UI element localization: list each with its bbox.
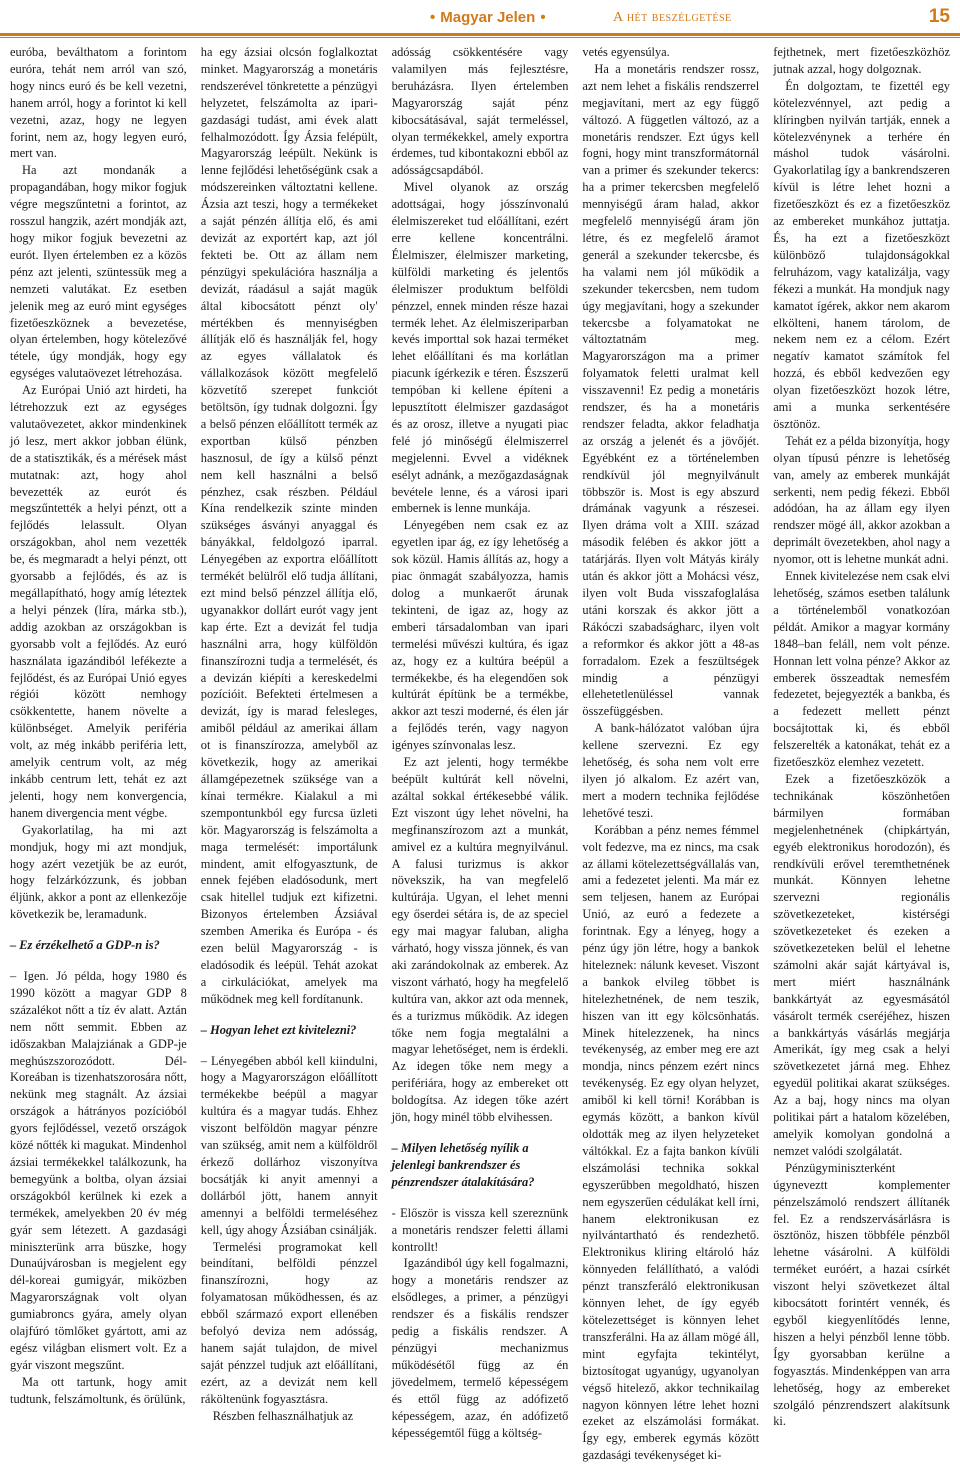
- article-paragraph: Ezek a fizetőeszközök a technikának köszönhetően bármilyen formában megjelenhetnének (chipkártyán, egyéb elektronikus horodozón), és rendkívüli erővel teremthetnének munkát. Könnyen lehetne szervezni regionális szövetkezeteket, kistérségi szövetkezeteket és ezeken a szövetkezeteken belül el lehetne számolni akár saját kártyával is, mert miért használnánk bankkártyát az egyesmásától vásárolt termék cseréjéhez, hiszen a bankkártyás vásárlás megjárja Amerikát, így meg csak a helyi szövetkezetet járná meg. Ehhez egyedül politikai akarat szükséges. Az a baj, hogy nincs ma olyan politikai párt a hatalom közelében, amelyik komolyan gondolná a nemzet valódi szolgálatát.: [773, 771, 950, 1158]
- article-paragraph: Pénzügyminiszterként úgyneveztt komplementer pénzelszámoló rendszert állítanék fel. Ez a rendszervásárlásra is ösztönöz, hiszen többféle pénzből lehetne vásárolni. A külföldi terméket euróért, a hazai csírkét viszont helyi szövetkezet által kibocsátott forintért vennék, és egyből kiegyenlítődés lenne, hiszen a helyi pénzből lenne több. Így gyorsabban kerülne a fogyasztás. Mindenképpen van arra lehetőség, hogy az embereket szolgáló pénzrendszert alakítsunk ki.: [773, 1160, 950, 1429]
- article-paragraph: – Igen. Jó példa, hogy 1980 és 1990 között a magyar GDP 8 százalékot nőtt a tíz év alatt. Aztán nem nőtt semmit. Ebben az időszakban Malajziának a GDP-je meghúszszorozódott. Dél-Koreában is tizenhatszorosára nőtt, nekünk meg stagnált. Az ázsiai országok a hátrányos pozícióból gyors fejlődéssel, vezető országok közé nőtték ki magukat. Mindenhol ázsiai termékekkel találkozunk, ha bemegyünk a boltba, olyan ázsiai országokból kerülnek ki ezek a termékek, amelyekben 20 év még gyár sem létezett. A gazdasági miniszterünk arra büszke, hogy Dunaújvárosban is megjelent egy dél-koreai gumigyár, miközben Magyarországnak volt olyan gumiabroncs gyára, amely olyan olajfúró tömlőket gyártott, ami az egész világban elismert volt. Ez a gyár viszont megszűnt.: [10, 969, 187, 1372]
- article-paragraph: ha egy ázsiai olcsón foglalkoztat minket. Magyarország a monetáris rendszerével tönkretette a pénzügyi helyzetet, felszámolta az ipari-gazdasági tudást, ami évek alatt felhalmozódott. Így Ázsia felépült, Magyarország leépült. Nekünk is lenne fejlődési lehetőségünk csak a módszereinken változtatni kellene. Ázsia azt teszi, hogy a termékeket a saját pénzén állítja elő, és ami devizát az exportért kap, azt jól fekteti be. Ott az állam nem pénzügyi spekulációra használja a devizát, ráadásul a saját magük által kibocsátott pénzt oly' mértékben és mennyiségben állítják elő és használják fel, hogy az egyes vállalatok és vállalkozások között megfelelő közvetítő szerepet funkciót betöltsön, így tudnak dolgozni. Így a belső pénzen előállított termék az exportban külső pénzben hasznosul, de így a külső pénzt nem kell használni a belső pénzhez, csak részben. Például Kína rendelkezik szinte minden szükséges ásványi anyaggal és bányákkal, feldolgozó iparral. Lényegében az exportra előállított termékét belülről elő tudja állítani, ezt mind belső pénzzel állítja elő, ugyanakkor dollárt eurót vagy jent kap érte. Ezt a devizát fel tudja használni arra, hogy külföldön finanszírozni tudja a termelését, és a devizán kiépíti a kereskedelmi pozícióit. Befekteti értelmesen a devizát, így is marad felesleges, amiből például az amerikai állam ot is finanszírozza, amelyből az következik, hogy az amerikai államgépezetnek szüksége van a kínai termékre. Kialakul a mi szempontunkból egy furcsa üzleti kör. Magyarország is felszámolta a maga termelését: importálunk mindent, amit elfogyasztunk, de ennek fejében eladósodunk, mert csak hitellel tudjuk ezt kifizetni. Bizonyos értelemben Ázsiával szemben Amerika és Európa - és ezen belül Magyarország - is eladósodik és leépül. Tehát azokat a cirkulációkat, amelyek ma működnek meg kell fordítanunk.: [200, 45, 378, 1006]
- article-paragraph: adósság csökkentésére vagy valamilyen más fejlesztésre, beruházásra. Ilyen értelemben Magyarország saját pénz kibocsátásával, saját termeléssel, olyan termékekkel, amely exportra érdemes, tud kibontakozni ebből az adósságcsapdából.: [391, 45, 569, 178]
- article-paragraph: Ennek kivitelezése nem csak elvi lehetőség, számos esetben találunk a történelemből vonatkozóan példát. Amikor a magyar kormány 1848–ban feláll, nem volt pénze. Honnan lett volna pénze? Akkor az emberek összeadtak nemesfém fedezetet, bejegyezték a bankba, és a fedezett mellett pénzt bocsájtottak ki, és ebből felszerelték a katonákat, tehát ez a fizetőeszköz elemhez vezetett.: [773, 569, 950, 770]
- section-title: A hét beszélgetése: [613, 10, 732, 25]
- article-paragraph: Az Európai Unió azt hirdeti, ha létrehozzuk ezt az egységes valutaövezetet, akkor mindenkinek jó lesz, mert akkor jobban élünk, de a statisztikák, és a mérések mást mutatnak: azt, hogy ahol bevezették az eurót és megszűntették a helyi pénzt, ott a fejlődés lelassult. Olyan országokban, ahol nem vezették be, és megmaradt a helyi pénzt, ott gyorsabb a fejlődés, és az is megállapítható, hogy amíg léteztek a helyi pénzek (líra, márka stb.), addig azokban az országokban is gyorsabb volt a fejlődés. Az euró használata igazándiból lefékezte a fejlődést, és az Európai Unió egyes régiói között nemhogy csökkentette, hanem növelte a különbséget. Amelyik periféria volt, az még inkább periféria lett, amelyik centrum volt, az még inkább centrum lett, tehát ez azt jelenti, hogy nem konvergencia, hanem divergencia ment végbe.: [10, 383, 187, 820]
- interview-question: – Hogyan lehet ezt kivitelezni?: [200, 1022, 357, 1037]
- column-4: [582, 44, 760, 1463]
- article-paragraph: Ez azt jelenti, hogy termékbe beépült kultúrát kell növelni, azáltal sokkal értékesebbé válik. Ezt viszont úgy lehet növelni, ha megfinanszírozom azt a munkát, amivel ez a kultúra megnyilvánul. A falusi turizmus is akkor növekszik, ha van megfelelő kultúrája. Ugyan, el lehet menni egy őserdei sétára is, de az speciel egy mai magyar faluban, aligha várható, hogy vissza jönnek, és van aki zarándokolnak az emberek. Az viszont várható, hogy ha megfelelő kultúra van, akkor azt oda mennek, és a turizmus működik. Az idegen tőke nem fogja megtalálni a magyar lehetőséget, nem is érdekli. Az idegen tőke nem megy a perifériára, hogy az embereket ott boldogítsa. Az idegen tőke azért jön, hogy minél több elvihessen.: [391, 755, 569, 1125]
- article-paragraph: Korábban a pénz nemes fémmel volt fedezve, ma ez nincs, ma csak az állami kötelezettségvállalás van, ami a fedezetet jelenti. Ma már ez sem teljesen, hanem az Európai Unió, az euró a fedezete a forintnak. Egy a lényeg, hogy a pénz úgy jön létre, hogy a bankok hiteleznek: nálunk keveset. Viszont a bankok elvileg többet is hitelezhetnének, de nem teszik, hiszen van itt egy kölcsönhatás. Minek hitelezzenek, ha nincs tevékenység, az ember meg ere azt mondja, nincs pénzem ezért nincs tevékenység. Ez egy olyan helyzet, amiből ki kell törni! Korábban is egymás között, a bankon kívül oldották meg az ilyen helyzeteket váltókkal. Ez a fajta bankon kívüli elszámolási technika sokkal egyszerűbben megoldható, hiszen nem egyszerűen cédulákat kell írni, hanem elektronikusan ez nyilvántartható és rendezhető. Elektronikus kliring eltároló ház könnyeden felállítható, a valódi pénzt transzferáló elektronikusan könnyen lehet, de így egyéb kötelezettséget is könnyen lehet transzferálni. Ha az állam mögé áll, mint egyfajta tekintélyt, biztosítogat ugyanúgy, ugyanolyan végső hitelező, akkor technikailag nagyon könnyen létre lehet hozni ezeket az elszámolási formákat. Így egy, emberek egymás között gazdasági tevékenységet ki-: [582, 822, 760, 1463]
- article-paragraph: Gyakorlatilag, ha mi azt mondjuk, hogy mi azt mondjuk, hogy azért vezetjük be az eurót, hogy felzárkózzunk, és jobban éljünk, akkor a pont az ellenkezője következik be, leramadunk.: [10, 822, 187, 922]
- column-5: [773, 44, 950, 1439]
- article-paragraph: Ha azt mondanák a propagandában, hogy mikor fogjuk végre megszűntetni a forintot, az rosszul hangzik, azért mondják azt, hogy mikor fogjuk bevezetni az eurót. Ilyen értelemben ez a közös pénz azt jelenti, szüntessük meg a nemzeti valutákat. Ez esetben jelenik meg az euró mint egységes fizetőeszköznek a bevezetése, olyan értelemben, hogy kötelezővé tétele, úgy mondják, hogy egy egységes valutaövezet létrehozása.: [10, 163, 187, 381]
- publication-title: [425, 9, 551, 26]
- article-paragraph: Tehát ez a példa bizonyítja, hogy olyan típusú pénzre is lehetőség van, amely az emberek munkáját serkenti, nem pedig fékezi. Ebből adódóan, ha az állam egy ilyen rendszer mögé áll, akkor azokban a deprimált övezetekben, ahol nagy a nyomor, ott is lehetne munkát adni.: [773, 433, 950, 567]
- interview-question: – Ez érzékelhető a GDP-n is?: [10, 938, 160, 953]
- article-paragraph: Ha a monetáris rendszer rossz, azt nem lehet a fiskális rendszerrel megjavítani, mert az egy függő változó. A független változó, az a monetáris rendszer. Ezt úgys kell fogni, hogy mint transzformátornál van a primer és szekunder tekercs: ha a primer tekercsben megfelelő mennyiségű áram halad, akkor megfelelő mennyiségű áram jön létre, és ez megfelelő áramot generál a szekunder tekercsbe, és ha valami nem jól működik a szekunder tekercsben, nem tudom úgy megjavítani, hogy a szekunder tekercsbe a folyamatokat ne változtatnám meg. Magyarországon ma a primer folyamatok feletti uralmat kell visszavenni! Ez pedig a monetáris rendszer, és ha a monetáris rendszer feladta, akkor feladhatja az ország a jelenét és a jövőjét. Egyébként ez a történelemben rendkívül jól megnyilvánult többször is. Most is egy abszurd drámának vagyunk a részesei. Ilyen dráma volt a XIII. század második felében és akkor jött a tatárjárás. Ilyen volt Mátyás király után és akkor jött a Mohácsi vész, ilyen volt Buda visszafoglalása utáni korszak és akkor jött a Rákóczi szabadságharc, ilyen volt a reformkor és akkor jött a 48-as forradalom. Ezek a feszültségek mindig a pénzügyi ellehetetlenüléssel vannak összefüggésben.: [582, 61, 760, 719]
- article-paragraph: Lényegében nem csak ez az egyetlen ipar ág, ez így lehetőség a sok közül. Hamis állítás az, hogy a piac önmagát szabályozza, hamis dolog a munkaerőt árunak tekinteni, de igaz az, hogy az emberi társadalomban van ipari termelési művészi kultúra, és igaz az, hogy ez a kultúra beépül a termékekbe, és ha elegendően sok kultúrát építünk be a termékbe, akkor azt teszi moderné, és élen jár a fejlődés terén, vagy nagyon igényes színvonalas lesz.: [391, 518, 569, 753]
- header-rule: [0, 33, 960, 36]
- column-2: [201, 44, 378, 1439]
- article-paragraph: Mivel olyanok az ország adottságai, hogy jósszínvonalú élelmiszereket tud előállítani, ezért erre kellene koncentrálni. Élelmiszer, élelmiszer marketing, külföldi marketing és jelentős élelmiszer produktum belföldi pénzzel, ennek minden része hazai termék lehet. Az élelmiszeriparban kevés importtal sok hazai terméket lehet előállítani és ma korlátlan piacunk ígérkezik e téren. Észszerű tempóban ki kellene építeni a lepusztított élelmiszer gazdaságot és az orosz, illetve a nyugati piac felé jó minőségű élelmiszerrel megjelenni. Evvel a vidéknek esélyt adnánk, a mezőgazdaságnak bevétele lenne, és a városi ipari embernek is lenne munkája.: [391, 180, 569, 516]
- header-rule-thin: [0, 37, 960, 38]
- article-paragraph: Termelési programokat kell beindítani, belföldi pénzzel finanszírozni, hogy az folyamatosan működhessen, és az ebből származó export ellenében befolyó deviza nem adósság, hanem saját tulajdon, de mivel saját pénzzel tudjuk azt előállítani, ezért, az a devizát nem kell ráköltenünk fogyasztásra.: [200, 1239, 378, 1406]
- bullet-icon: •: [430, 9, 436, 26]
- article-paragraph: vetés egyensúlya.: [582, 45, 670, 59]
- article-paragraph: Ma ott tartunk, hogy amit tudtunk, felszámoltunk, és örülünk,: [10, 1374, 187, 1406]
- article-paragraph: – Lényegében abból kell kiindulni, hogy a Magyarországon előállított termékekbe beépül a magyar kultúra és a magyar tudás. Ehhez viszont belföldön magyar pénzre van szükség, amit nem a külföldről érkező dollárhoz viszonyítva bocsátják ki anyit amennyi a dollárból jött, hanem annyit amennyi a belföldi termeléséhez kell, úgy ahogy Ázsiában csinálják.: [200, 1053, 378, 1237]
- article-paragraph: Én dolgoztam, te fizettél egy kötelezvénnyel, azt pedig a klíringben nyilván tartják, ennek a kötelezvénynek a terhére én máshol tudok vásárolni. Gyakorlatilag így a bankrendszeren kívül is létre lehet hozni a fizetőeszközt és ez a fizetőeszköz az embereket munkához juttatja. És, ha ezt a fizetőeszközt különböző tulajdonságokkal felruházom, vagy katalizálja, vagy fékezi a munkát. Ha mondjuk nagy kamatot ígérek, akkor nem akarom elkölteni, hanem tárolom, de nekem nem ez a célom. Ezért negatív kamatot számítok fel hozzá, és ebből kedvezően egy olyan fizetőeszközt hozok létre, ami a munka serkentésére ösztönöz.: [773, 78, 950, 431]
- publication-name: Magyar Jelen: [440, 9, 536, 26]
- article-paragraph: fejthetnek, mert fizetőeszközhöz jutnak azzal, hogy dolgoznak.: [773, 45, 950, 76]
- bullet-icon: •: [540, 9, 546, 26]
- article-paragraph: Igazándiból úgy kell fogalmazni, hogy a monetáris rendszer az elsődleges, a primer, a pénzügyi rendszer és a fiskális rendszer pedig a fiskális rendszer. A pénzügyi mechanizmus működésétől függ az én jövedelmem, termelő képességem és ettől függ az adófizető képességem, azaz, én adófizető képességemtől függ a költség-: [391, 1256, 569, 1440]
- column-3: [392, 44, 569, 1439]
- article-paragraph: euróba, beválthatom a forintom euróra, tehát nem arról van szó, hogy nincs euró és be kell vezetni, hanem arról, hogy a forintot ki kell vezetni, azaz, hogy ne legyen forint, nem az, hogy legyen euró, mert van.: [10, 45, 187, 161]
- article-body: [10, 44, 950, 1463]
- article-paragraph: Részben felhasználhatjuk az: [212, 1408, 354, 1423]
- page-number: 15: [928, 6, 950, 27]
- column-1: [10, 44, 187, 1439]
- article-paragraph: - Először is vissza kell szereznünk a monetáris rendszer feletti állami kontrollt!: [391, 1205, 569, 1254]
- article-paragraph: A bank-hálózatot valóban újra kellene szervezni. Ez egy lehetőség, és soha nem volt erre ilyen jó alkalom. Ez azért van, mert a modern technika fejlődése lehetővé teszi.: [582, 721, 760, 820]
- interview-question: – Milyen lehetőség nyílik a jelenlegi bankrendszer és pénzrendszer átalakítására?: [391, 1141, 535, 1189]
